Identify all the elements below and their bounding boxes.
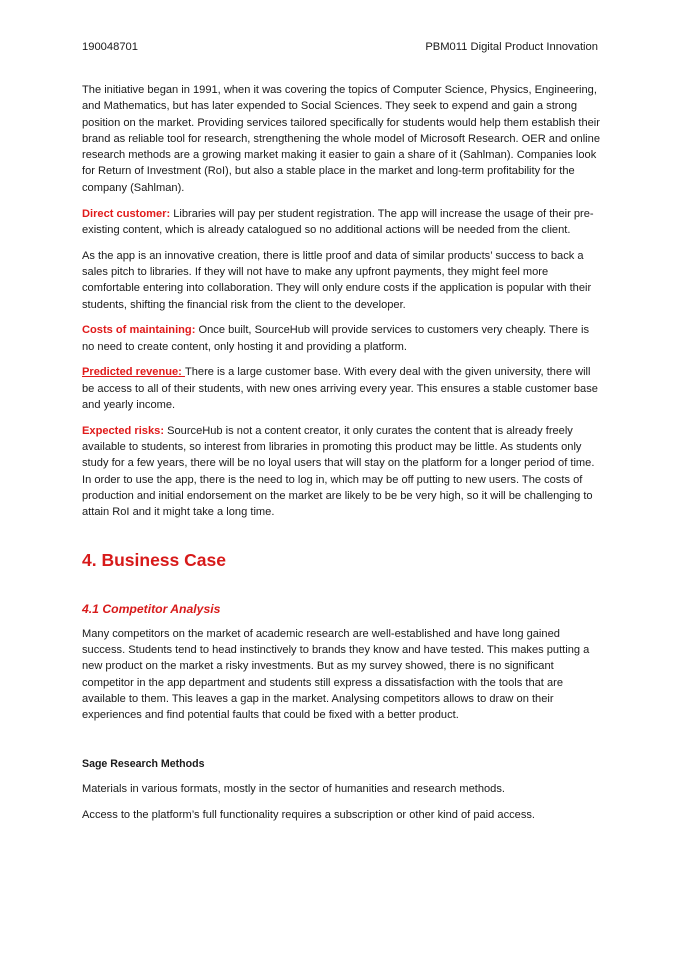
direct-customer-text: Libraries will pay per student registration. The app will increase the usage of their pre-existing content, which is already catalogued so no additional actions will be needed from the client. [82, 207, 594, 236]
sage-materials: Materials in various formats, mostly in the sector of humanities and research methods. [82, 782, 505, 795]
revenue-paragraph [82, 364, 600, 413]
risks-paragraph [82, 423, 600, 521]
revenue-lead: Predicted revenue: [82, 366, 185, 379]
module-title: PBM011 Digital Product Innovation [425, 41, 598, 53]
costs-lead: Costs of maintaining: [82, 324, 196, 337]
costs-paragraph [82, 322, 600, 355]
page-header [82, 41, 598, 53]
section-heading: 4. Business Case [82, 549, 226, 570]
student-id: 190048701 [82, 41, 138, 53]
direct-customer-lead: Direct customer: [82, 207, 171, 220]
direct-customer-paragraph [82, 206, 600, 239]
intro-paragraph: The initiative began in 1991, when it was covering the topics of Computer Science, Physics, Engineering, and Mathematics, but has later expended to Social Sciences. They seek to expend and gain a strong position on the market. Providing services tailored specifically for students would help them establish their brand as reliable tool for research, strengthening the whole model of Microsoft Research. OER and online research methods are a growing market making it easier to gain a share of it (Sahlman). Companies look for Return of Investment (RoI), but also a stable place in the market and long-term profitability for the company (Sahlman). [82, 84, 600, 194]
risks-lead: Expected risks: [82, 424, 165, 437]
page-content [82, 82, 600, 832]
revenue-text: There is a large customer base. With every deal with the given university, there will be access to all of their students, with new ones arriving every year. This ensures a stable customer base and yearly income. [82, 366, 598, 412]
costs-text: Once built, SourceHub will provide services to customers very cheaply. There is no need to create content, only hosting it and providing a platform. [82, 324, 589, 353]
competitor-paragraph: Many competitors on the market of academic research are well-established and have long gained success. Students tend to head instinctively to brands they know and have tested. This makes putting a new product on the market a risky investments. But as my survey showed, there is no significant competitor in the app department and students still express a dissatisfaction with the tools that are available to them. This leaves a gap in the market. Analysing competitors allows to draw on their experiences and find potential faults that could be fixed with a better product. [82, 627, 590, 722]
innovation-paragraph: As the app is an innovative creation, there is little proof and data of similar products’ success to back a sales pitch to libraries. If they will not have to make any upfront payments, they might feel more comfortable entering into collaboration. They will only endure costs if the application is popular with their students, shifting the financial risk from the client to the developer. [82, 249, 592, 311]
sage-heading: Sage Research Methods [82, 758, 205, 771]
subsection-heading: 4.1 Competitor Analysis [82, 601, 221, 616]
risks-text: SourceHub is not a content creator, it only curates the content that is already freely available to students, so interest from libraries in promoting this product may be little. As students only study for a few years, there will be no loyal users that will stay on the platform for a longer period of time. In order to use the app, there is the need to log in, which may be off putting to new users. The costs of production and initial endorsement on the market are likely to be be very high, so it will be challenging to attain RoI and it might take a long time. [82, 424, 595, 519]
sage-access: Access to the platform’s full functionality requires a subscription or other kind of paid access. [82, 808, 536, 821]
